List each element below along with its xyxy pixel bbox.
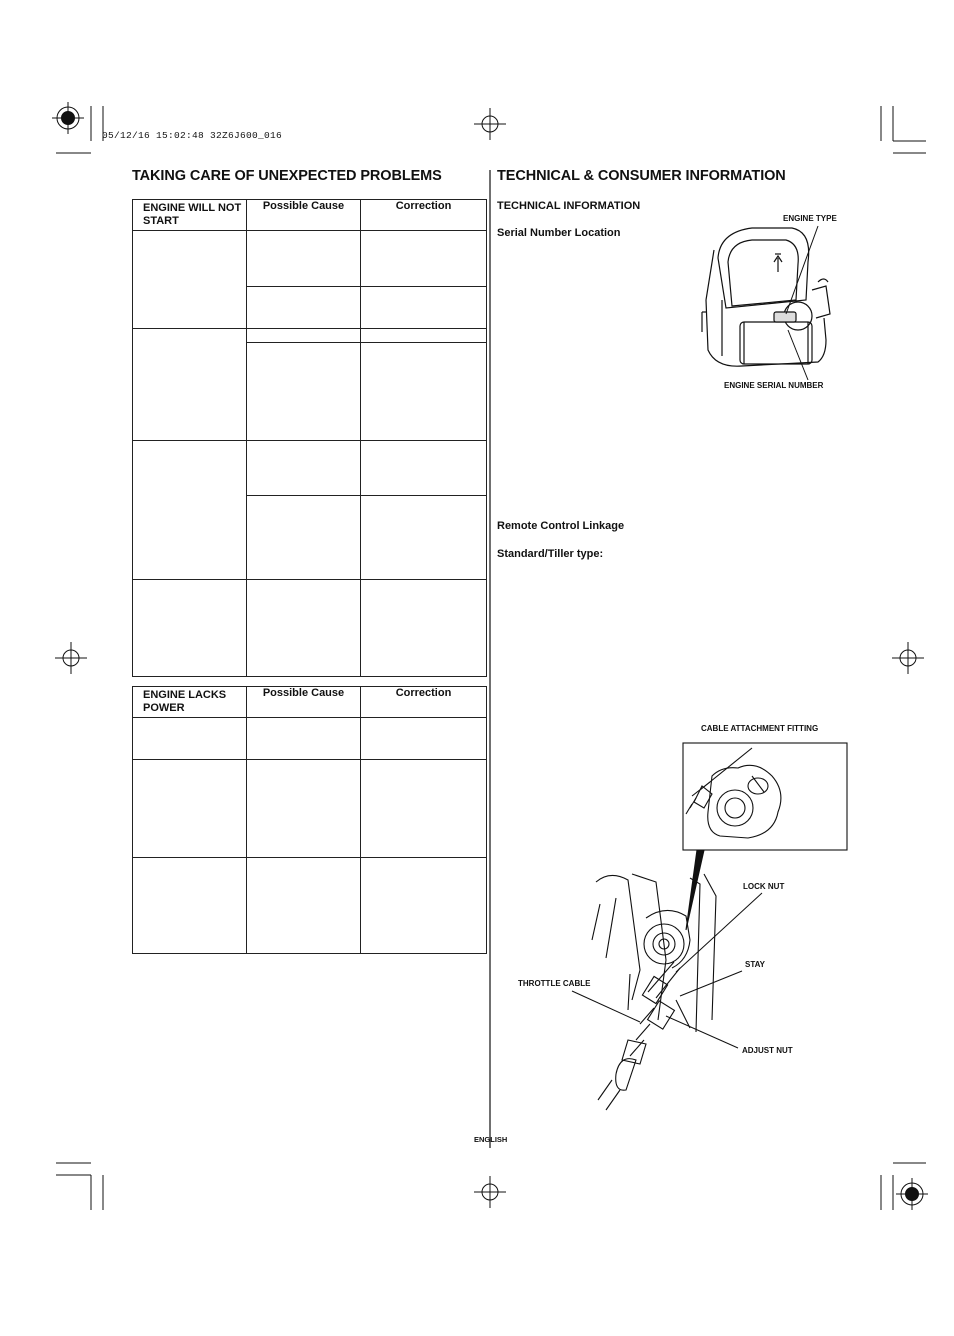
stay-label: STAY bbox=[745, 960, 766, 969]
remote-control-linkage-heading: Remote Control Linkage bbox=[497, 520, 625, 532]
table2-header-correction: Correction bbox=[361, 687, 487, 718]
cable-attachment-fitting-label: CABLE ATTACHMENT FITTING bbox=[701, 724, 819, 733]
table1-header-problem: ENGINE WILL NOT START bbox=[133, 200, 247, 231]
table2-header-problem: ENGINE LACKS POWER bbox=[133, 687, 247, 718]
technical-information-heading: TECHNICAL INFORMATION bbox=[497, 200, 641, 212]
footer-language: ENGLISH bbox=[474, 1135, 508, 1144]
serial-number-location-heading: Serial Number Location bbox=[497, 227, 621, 239]
lock-nut-label: LOCK NUT bbox=[743, 882, 785, 891]
table1-header-correction: Correction bbox=[361, 200, 487, 231]
table1-header-cause: Possible Cause bbox=[247, 200, 361, 231]
standard-tiller-type-heading: Standard/Tiller type: bbox=[497, 548, 604, 560]
print-stamp: 05/12/16 15:02:48 32Z6J600_016 bbox=[102, 130, 283, 141]
right-page-title: TECHNICAL & CONSUMER INFORMATION bbox=[497, 168, 786, 184]
throttle-cable-label: THROTTLE CABLE bbox=[518, 979, 591, 988]
adjust-nut-label: ADJUST NUT bbox=[742, 1046, 793, 1055]
engine-type-label: ENGINE TYPE bbox=[783, 214, 837, 223]
left-page-title: TAKING CARE OF UNEXPECTED PROBLEMS bbox=[132, 168, 442, 184]
table2-header-cause: Possible Cause bbox=[247, 687, 361, 718]
engine-serial-number-label: ENGINE SERIAL NUMBER bbox=[724, 381, 824, 390]
